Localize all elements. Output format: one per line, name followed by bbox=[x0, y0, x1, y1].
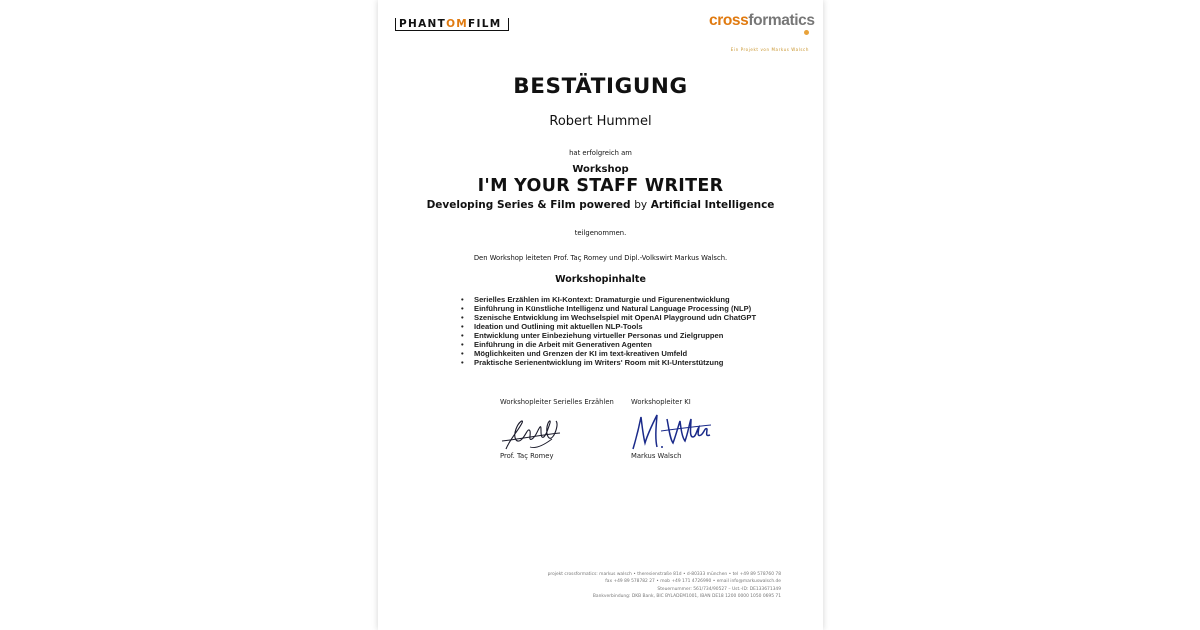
footer-line: fax +49 89 578782 27 • mob +49 171 4726990 • email info@markuswalsch.de bbox=[605, 579, 781, 585]
leaders-sentence: Den Workshop leiteten Prof. Taç Romey und Dipl.-Volkswirt Markus Walsch. bbox=[473, 254, 728, 262]
signature-role-left: Workshopleiter Serielles Erzählen bbox=[500, 398, 614, 406]
signature-romey-icon bbox=[500, 409, 570, 457]
workshop-label: Workshop bbox=[572, 164, 629, 175]
signature-name-left: Prof. Taç Romey bbox=[500, 452, 554, 460]
phantomfilm-logo bbox=[395, 18, 509, 32]
footer-line: projekt crossformatics: markus walsch • theresienstraße 81d • d-80333 münchen • tel +49 89 578760 78 bbox=[547, 572, 781, 577]
list-item: • Einführung in die Arbeit mit Generativen Agenten bbox=[461, 340, 756, 349]
certificate-title: BESTÄTIGUNG bbox=[513, 74, 688, 99]
contents-list bbox=[461, 295, 756, 367]
signature-block-left bbox=[500, 398, 640, 460]
crossformatics-wordmark: crossformatics bbox=[709, 12, 809, 48]
footer-address bbox=[548, 571, 781, 601]
crossformatics-logo bbox=[709, 12, 815, 52]
list-item: • Szenische Entwicklung im Wechselspiel mit OpenAI Playground udn ChatGPT bbox=[461, 313, 756, 322]
intro-text: hat erfolgreich am bbox=[569, 149, 632, 157]
contents-heading: Workshopinhalte bbox=[555, 274, 646, 285]
list-item: • Serielles Erzählen im KI-Kontext: Dramaturgie und Figurenentwicklung bbox=[461, 295, 756, 304]
footer-line: Bankverbindung: DKB Bank, BIC BYLADEM1001, IBAN DE18 1200 0000 1050 0695 71 bbox=[592, 594, 781, 600]
signature-walsch-icon bbox=[631, 409, 713, 455]
certificate-page bbox=[378, 0, 823, 630]
workshop-title: I'M YOUR STAFF WRITER bbox=[477, 176, 724, 196]
signature-name-right: Markus Walsch bbox=[631, 452, 682, 460]
recipient-name: Robert Hummel bbox=[549, 114, 652, 129]
logo-dot-icon bbox=[804, 30, 809, 35]
list-item: • Möglichkeiten und Grenzen der KI im text-kreativen Umfeld bbox=[461, 349, 756, 358]
footer-line: Steuernummer: 561/734/90527 – Ust.-ID: DE133671349 bbox=[657, 586, 781, 592]
logo-tagline: Ein Projekt von Markus Walsch bbox=[730, 47, 809, 52]
list-item: • Entwicklung unter Einbeziehung virtueller Personas und Zielgruppen bbox=[461, 331, 756, 340]
list-item: • Praktische Serienentwicklung im Writers' Room mit KI-Unterstützung bbox=[461, 358, 756, 367]
list-item: • Einführung in Künstliche Intelligenz und Natural Language Processing (NLP) bbox=[461, 304, 756, 313]
participated-text: teilgenommen. bbox=[574, 229, 627, 237]
signature-block-right bbox=[631, 398, 771, 460]
list-item: • Ideation und Outlining mit aktuellen NLP-Tools bbox=[461, 322, 756, 331]
signature-role-right: Workshopleiter KI bbox=[631, 398, 691, 406]
workshop-subtitle: Developing Series & Film powered by Artificial Intelligence bbox=[426, 199, 775, 211]
logo-text: PHANTOMFILM bbox=[399, 18, 502, 30]
